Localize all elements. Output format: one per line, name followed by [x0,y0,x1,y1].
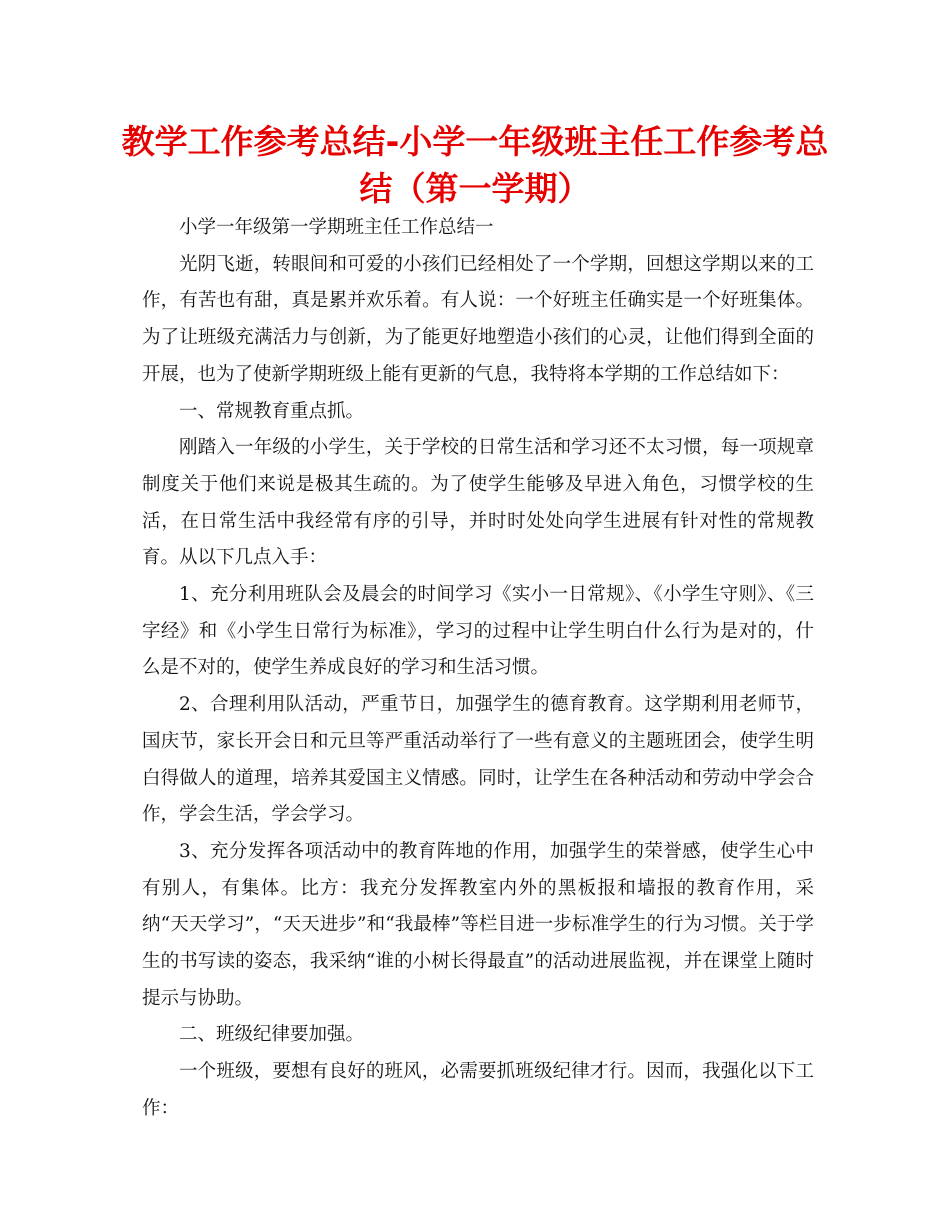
intro-paragraph: 光阴飞逝，转眼间和可爱的小孩们已经相处了一个学期，回想这学期以来的工作，有苦也有甜，真是累并欢乐着。有人说：一个好班主任确实是一个好班集体。为了让班级充满活力与创新，为了能更好地塑造小孩们的心灵，让他们得到全面的开展，也为了使新学期班级上能有更新的气息，我特将本学期的工作总结如下： [142,253,814,385]
list-item-2: 2、合理利用队活动，严重节日，加强学生的德育教育。这学期利用老师节，国庆节，家长开会日和元旦等严重活动举行了一些有意义的主题班团会，使学生明白得做人的道理，培养其爱国主义情感。同时，让学生在各种活动和劳动中学会合作，学会生活，学会学习。 [142,694,814,826]
document-body [142,210,814,1128]
body-paragraph: 一个班级，要想有良好的班风，必需要抓班级纪律才行。因而，我强化以下工作： [142,1061,814,1119]
section-heading-2: 二、班级纪律要加强。 [179,1024,365,1046]
section-heading-1: 一、常规教育重点抓。 [179,400,365,422]
list-item-3: 3、充分发挥各项活动中的教育阵地的作用，加强学生的荣誉感，使学生心中有别人，有集体。比方：我充分发挥教室内外的黑板报和墙报的教育作用，采纳“天天学习”，“天天进步”和“我最棒”等栏目进一步标准学生的行为习惯。关于学生的书写读的姿态，我采纳“谁的小树长得最直”的活动进展监视，并在课堂上随时提示与协助。 [142,840,814,1009]
subtitle-paragraph: 小学一年级第一学期班主任工作总结一 [179,217,494,238]
document-title: 教学工作参考总结-小学一年级班主任工作参考总结（第一学期） [121,122,829,208]
body-paragraph: 刚踏入一年级的小学生，关于学校的日常生活和学习还不太习惯，每一项规章制度关于他们来说是极其生疏的。为了使学生能够及早进入角色，习惯学校的生活，在日常生活中我经常有序的引导，并时时处处向学生进展有针对性的常规教育。从以下几点入手： [142,437,814,569]
list-item-1: 1、充分利用班队会及晨会的时间学习《实小一日常规》、《小学生守则》、《三字经》和《小学生日常行为标准》，学习的过程中让学生明白什么行为是对的，什么是不对的，使学生养成良好的学习和生活习惯。 [142,584,814,679]
